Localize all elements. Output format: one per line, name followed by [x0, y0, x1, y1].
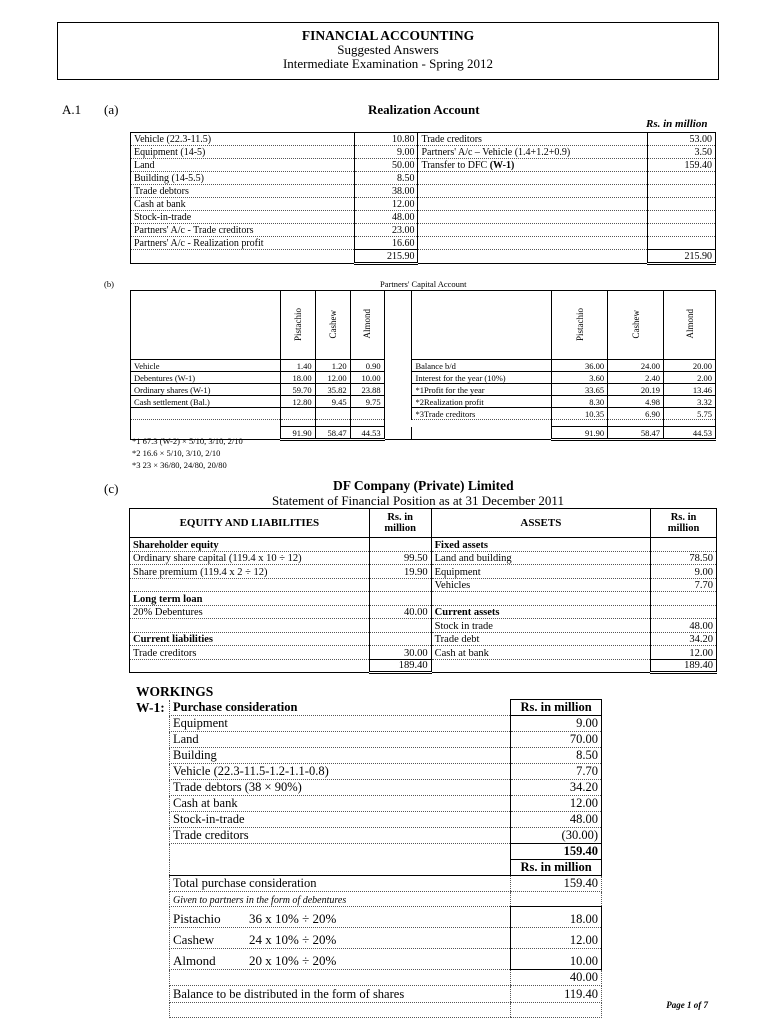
asset-amount: 12.00	[651, 646, 717, 660]
partner-name: Cashew	[630, 309, 641, 339]
credit-amount	[648, 224, 716, 237]
credit-value: 36.00	[552, 360, 608, 372]
debit-label	[131, 408, 281, 420]
capital-notes	[132, 435, 243, 471]
asset-label	[431, 659, 650, 673]
credit-label: Interest for the year (10%)	[412, 372, 552, 384]
table-row	[131, 198, 716, 211]
assets-header: ASSETS	[431, 509, 650, 538]
w1-total: 159.40	[511, 844, 602, 860]
working-label: Building	[170, 748, 511, 764]
header-row	[170, 860, 602, 876]
liability-label	[130, 659, 370, 673]
blank-cell	[170, 1003, 511, 1018]
table-row	[170, 716, 602, 732]
partner-header	[664, 291, 716, 360]
blank-cell	[384, 408, 412, 420]
credit-total: 58.47	[608, 427, 664, 440]
debit-amount: 10.80	[354, 133, 418, 146]
credit-label	[418, 172, 648, 185]
credit-label	[418, 224, 648, 237]
realization-unit: Rs. in million	[646, 118, 708, 130]
blank-cell	[384, 396, 412, 408]
table-row	[131, 146, 716, 159]
debit-amount: 9.00	[354, 146, 418, 159]
blank-cell	[511, 892, 602, 907]
w1-label: W-1:	[136, 700, 165, 715]
credit-label	[418, 159, 648, 172]
table-row	[130, 538, 717, 552]
liability-label: Share premium (119.4 x 2 ÷ 12)	[130, 565, 370, 579]
balance-amount: 119.40	[511, 986, 602, 1003]
credit-amount	[648, 237, 716, 250]
table-row	[170, 928, 602, 949]
credit-label	[418, 185, 648, 198]
asset-amount: 78.50	[651, 551, 717, 565]
credit-amount: 159.40	[648, 159, 716, 172]
debit-label: Vehicle	[131, 360, 281, 372]
credit-value: 8.30	[552, 396, 608, 408]
working-amount: 7.70	[511, 764, 602, 780]
credit-value: 2.00	[664, 372, 716, 384]
capital-account-table	[130, 290, 716, 441]
working-amount: 70.00	[511, 732, 602, 748]
partner-calc-row	[170, 949, 511, 970]
page-number: Page 1 of 7	[666, 1000, 708, 1010]
debit-label: Partners' A/c - Trade creditors	[131, 224, 355, 237]
doc-subtitle: Suggested Answers	[337, 42, 439, 57]
question-number: A.1	[62, 102, 82, 117]
table-row	[170, 907, 602, 928]
partner-header	[280, 291, 315, 360]
credit-value: 4.98	[608, 396, 664, 408]
partner-name: Almond	[362, 309, 373, 339]
table-row	[170, 748, 602, 764]
table-row	[130, 605, 717, 619]
table-row	[130, 565, 717, 579]
table-row	[131, 372, 716, 384]
debit-value: 12.80	[280, 396, 315, 408]
partner-header	[350, 291, 384, 360]
table-row	[170, 796, 602, 812]
table-row	[170, 970, 602, 986]
debit-value: 10.00	[350, 372, 384, 384]
capital-note: *2 16.6 × 5/10, 3/10, 2/10	[132, 448, 221, 458]
liability-label	[130, 619, 370, 633]
credit-label-text: Partners' A/c – Vehicle (1.4+1.2+0.9)	[421, 147, 571, 158]
capital-note: *3 23 × 36/80, 24/80, 20/80	[132, 460, 227, 470]
partner-name: Cashew	[327, 309, 338, 339]
table-row	[131, 172, 716, 185]
credit-label	[418, 237, 648, 250]
unit-header: Rs. in million	[651, 509, 717, 538]
blank-cell	[384, 291, 412, 360]
credit-label	[418, 133, 648, 146]
w1-unit: Rs. in million	[511, 700, 602, 716]
table-row	[130, 592, 717, 606]
credit-value: 6.90	[608, 408, 664, 420]
credit-label-text: Trade creditors	[421, 134, 482, 145]
credit-amount	[648, 172, 716, 185]
liability-label: 20% Debentures	[130, 605, 370, 619]
liability-label: Long term loan	[130, 592, 370, 606]
liability-amount	[369, 538, 431, 552]
debit-value: 0.90	[350, 360, 384, 372]
asset-amount	[651, 592, 717, 606]
header-row	[131, 291, 716, 360]
blank-cell	[552, 420, 608, 427]
credit-amount: 53.00	[648, 133, 716, 146]
credit-label: *3Trade creditors	[412, 408, 552, 420]
table-row	[170, 780, 602, 796]
table-row	[131, 384, 716, 396]
table-row	[131, 360, 716, 372]
credit-label: *2Realization profit	[412, 396, 552, 408]
blank-cell	[170, 844, 511, 860]
working-label: Equipment	[170, 716, 511, 732]
credit-amount	[648, 185, 716, 198]
realization-title: Realization Account	[368, 102, 480, 117]
debit-label: Cash settlement (Bal.)	[131, 396, 281, 408]
part-a-label: (a)	[104, 102, 119, 117]
total-row	[130, 659, 717, 673]
debit-label: Stock-in-trade	[131, 211, 355, 224]
debit-amount: 38.00	[354, 185, 418, 198]
blank-cell	[412, 427, 552, 440]
credit-value: 33.65	[552, 384, 608, 396]
partner-calc: 20 x 10% ÷ 20%	[249, 953, 337, 968]
liability-amount	[369, 619, 431, 633]
partner-name: Cashew	[173, 932, 215, 947]
blank-cell	[170, 970, 511, 986]
credit-value: 3.32	[664, 396, 716, 408]
debit-label: Land	[131, 159, 355, 172]
capital-note: *1 67.3 (W-2) × 5/10, 3/10, 2/10	[132, 436, 243, 446]
partner-header	[315, 291, 350, 360]
working-amount: 48.00	[511, 812, 602, 828]
credit-value: 20.19	[608, 384, 664, 396]
blank-cell	[418, 250, 648, 264]
asset-amount	[651, 538, 717, 552]
blank-cell	[350, 420, 384, 427]
sfp-title: Statement of Financial Position as at 31 December 2011	[272, 493, 564, 508]
table-row	[130, 646, 717, 660]
part-c-label: (c)	[104, 481, 119, 496]
table-row	[170, 949, 602, 970]
table-row	[130, 578, 717, 592]
blank-cell	[384, 360, 412, 372]
credit-amount	[648, 211, 716, 224]
partner-calc: 24 x 10% ÷ 20%	[249, 932, 337, 947]
debit-amount: 8.50	[354, 172, 418, 185]
total-credit: 215.90	[648, 250, 716, 264]
blank-cell	[170, 860, 511, 876]
header-box	[57, 22, 719, 80]
credit-value: 10.35	[552, 408, 608, 420]
asset-amount: 7.70	[651, 578, 717, 592]
credit-amount	[648, 198, 716, 211]
table-row	[131, 396, 716, 408]
blank-cell	[412, 291, 552, 360]
credit-ref: (W-1)	[489, 160, 515, 171]
working-label: Trade debtors (38 × 90%)	[170, 780, 511, 796]
asset-label: Equipment	[431, 565, 650, 579]
partner-calc: 36 x 10% ÷ 20%	[249, 911, 337, 926]
table-row	[131, 408, 716, 420]
liability-label: Current liabilities	[130, 632, 370, 646]
credit-label	[418, 211, 648, 224]
blank-cell	[412, 420, 552, 427]
asset-amount	[651, 605, 717, 619]
asset-label: Stock in trade	[431, 619, 650, 633]
liability-amount	[369, 578, 431, 592]
liability-amount: 30.00	[369, 646, 431, 660]
partner-name: Pistachio	[292, 307, 303, 341]
asset-label: Fixed assets	[431, 538, 650, 552]
blank-cell	[384, 427, 412, 440]
credit-label	[418, 146, 648, 159]
partner-name: Almond	[684, 309, 695, 339]
liability-label: Trade creditors	[130, 646, 370, 660]
company-name: DF Company (Private) Limited	[333, 478, 514, 493]
credit-value: 20.00	[664, 360, 716, 372]
table-row	[131, 185, 716, 198]
debit-label: Trade debtors	[131, 185, 355, 198]
debit-amount: 12.00	[354, 198, 418, 211]
working-amount: 34.20	[511, 780, 602, 796]
debit-label: Vehicle (22.3-11.5)	[131, 133, 355, 146]
debit-amount: 23.00	[354, 224, 418, 237]
equity-header: EQUITY AND LIABILITIES	[130, 509, 370, 538]
doc-title: FINANCIAL ACCOUNTING	[301, 28, 475, 43]
partner-name: Pistachio	[574, 307, 585, 341]
credit-value: 13.46	[664, 384, 716, 396]
w1-unit2: Rs. in million	[511, 860, 602, 876]
workings-title: WORKINGS	[136, 684, 214, 699]
blank-cell	[384, 372, 412, 384]
partner-calc-row	[170, 907, 511, 928]
header-row	[170, 700, 602, 716]
asset-label: Cash at bank	[431, 646, 650, 660]
working-amount: (30.00)	[511, 828, 602, 844]
table-row	[170, 1003, 602, 1018]
table-row	[170, 828, 602, 844]
table-row	[131, 224, 716, 237]
debit-value: 1.20	[315, 360, 350, 372]
credit-label	[418, 198, 648, 211]
table-row	[131, 159, 716, 172]
liability-amount: 99.50	[369, 551, 431, 565]
credit-value: 2.40	[608, 372, 664, 384]
credit-label-text: Transfer to DFC	[421, 160, 488, 171]
debit-label: Equipment (14-5)	[131, 146, 355, 159]
partner-amount: 10.00	[511, 949, 602, 970]
balance-label: Balance to be distributed in the form of shares	[170, 986, 511, 1003]
credit-value: 3.60	[552, 372, 608, 384]
blank-cell	[131, 291, 281, 360]
debenture-total: 40.00	[511, 970, 602, 986]
capital-title: Partners' Capital Account	[380, 279, 467, 289]
blank-cell	[384, 420, 412, 427]
debit-label: Cash at bank	[131, 198, 355, 211]
liability-amount	[369, 592, 431, 606]
total-pc-amount: 159.40	[511, 876, 602, 892]
table-row	[130, 632, 717, 646]
credit-label: *1Profit for the year	[412, 384, 552, 396]
asset-amount: 48.00	[651, 619, 717, 633]
liability-amount: 19.90	[369, 565, 431, 579]
asset-label: Current assets	[431, 605, 650, 619]
debit-value: 9.45	[315, 396, 350, 408]
debit-value: 12.00	[315, 372, 350, 384]
asset-amount: 9.00	[651, 565, 717, 579]
working-amount: 9.00	[511, 716, 602, 732]
blank-cell	[664, 420, 716, 427]
table-row	[130, 619, 717, 633]
header-row	[130, 509, 717, 538]
debit-value: 35.82	[315, 384, 350, 396]
liability-amount: 189.40	[369, 659, 431, 673]
partner-name: Almond	[173, 953, 216, 968]
doc-exam: Intermediate Examination - Spring 2012	[282, 56, 494, 71]
w1-title: Purchase consideration	[170, 700, 511, 716]
credit-amount: 3.50	[648, 146, 716, 159]
liability-label: Shareholder equity	[130, 538, 370, 552]
credit-label: Balance b/d	[412, 360, 552, 372]
debit-value	[350, 408, 384, 420]
debit-amount: 16.60	[354, 237, 418, 250]
blank-cell	[511, 1003, 602, 1018]
working-label: Stock-in-trade	[170, 812, 511, 828]
liability-amount: 40.00	[369, 605, 431, 619]
debit-value: 59.70	[280, 384, 315, 396]
working-label: Land	[170, 732, 511, 748]
debit-total: 44.53	[350, 427, 384, 440]
table-row	[130, 551, 717, 565]
asset-label	[431, 592, 650, 606]
working-amount: 12.00	[511, 796, 602, 812]
debit-label: Building (14-5.5)	[131, 172, 355, 185]
spacer-row	[131, 420, 716, 427]
blank-cell	[131, 420, 281, 427]
credit-value: 24.00	[608, 360, 664, 372]
table-row	[170, 986, 602, 1003]
credit-total: 91.90	[552, 427, 608, 440]
asset-amount: 34.20	[651, 632, 717, 646]
working-amount: 8.50	[511, 748, 602, 764]
partner-calc-row	[170, 928, 511, 949]
asset-label: Vehicles	[431, 578, 650, 592]
blank-cell	[280, 420, 315, 427]
blank-cell	[315, 420, 350, 427]
blank-cell	[131, 250, 355, 264]
credit-total: 44.53	[664, 427, 716, 440]
realization-account-table	[130, 132, 716, 265]
blank-cell	[384, 384, 412, 396]
working-label: Trade creditors	[170, 828, 511, 844]
table-row	[170, 812, 602, 828]
debit-total: 58.47	[315, 427, 350, 440]
working-label: Vehicle (22.3-11.5-1.2-1.1-0.8)	[170, 764, 511, 780]
blank-cell	[608, 420, 664, 427]
table-row	[170, 892, 602, 907]
given-note: Given to partners in the form of debentures	[170, 892, 511, 907]
partner-name: Pistachio	[173, 911, 221, 926]
working-label: Cash at bank	[170, 796, 511, 812]
total-debit: 215.90	[354, 250, 418, 264]
debit-value: 18.00	[280, 372, 315, 384]
asset-label: Trade debt	[431, 632, 650, 646]
credit-value: 5.75	[664, 408, 716, 420]
total-row	[170, 844, 602, 860]
debit-label: Ordinary shares (W-1)	[131, 384, 281, 396]
asset-amount: 189.40	[651, 659, 717, 673]
asset-label: Land and building	[431, 551, 650, 565]
workings-table	[169, 699, 602, 1018]
partner-header	[608, 291, 664, 360]
partner-amount: 18.00	[511, 907, 602, 928]
liability-label	[130, 578, 370, 592]
liability-amount	[369, 632, 431, 646]
table-row	[170, 764, 602, 780]
table-row	[131, 211, 716, 224]
debit-amount: 50.00	[354, 159, 418, 172]
partner-header	[552, 291, 608, 360]
table-row	[131, 133, 716, 146]
debit-value	[280, 408, 315, 420]
total-pc-label: Total purchase consideration	[170, 876, 511, 892]
partner-amount: 12.00	[511, 928, 602, 949]
debit-value: 1.40	[280, 360, 315, 372]
debit-total: 91.90	[280, 427, 315, 440]
debit-value	[315, 408, 350, 420]
total-row	[131, 250, 716, 264]
table-row	[170, 876, 602, 892]
liability-label: Ordinary share capital (119.4 x 10 ÷ 12)	[130, 551, 370, 565]
unit-header: Rs. in million	[369, 509, 431, 538]
debit-label: Partners' A/c - Realization profit	[131, 237, 355, 250]
financial-position-table	[129, 508, 717, 674]
table-row	[170, 732, 602, 748]
debit-amount: 48.00	[354, 211, 418, 224]
table-row	[131, 237, 716, 250]
part-b-label: (b)	[104, 279, 114, 289]
debit-value: 9.75	[350, 396, 384, 408]
debit-value: 23.88	[350, 384, 384, 396]
debit-label: Debentures (W-1)	[131, 372, 281, 384]
